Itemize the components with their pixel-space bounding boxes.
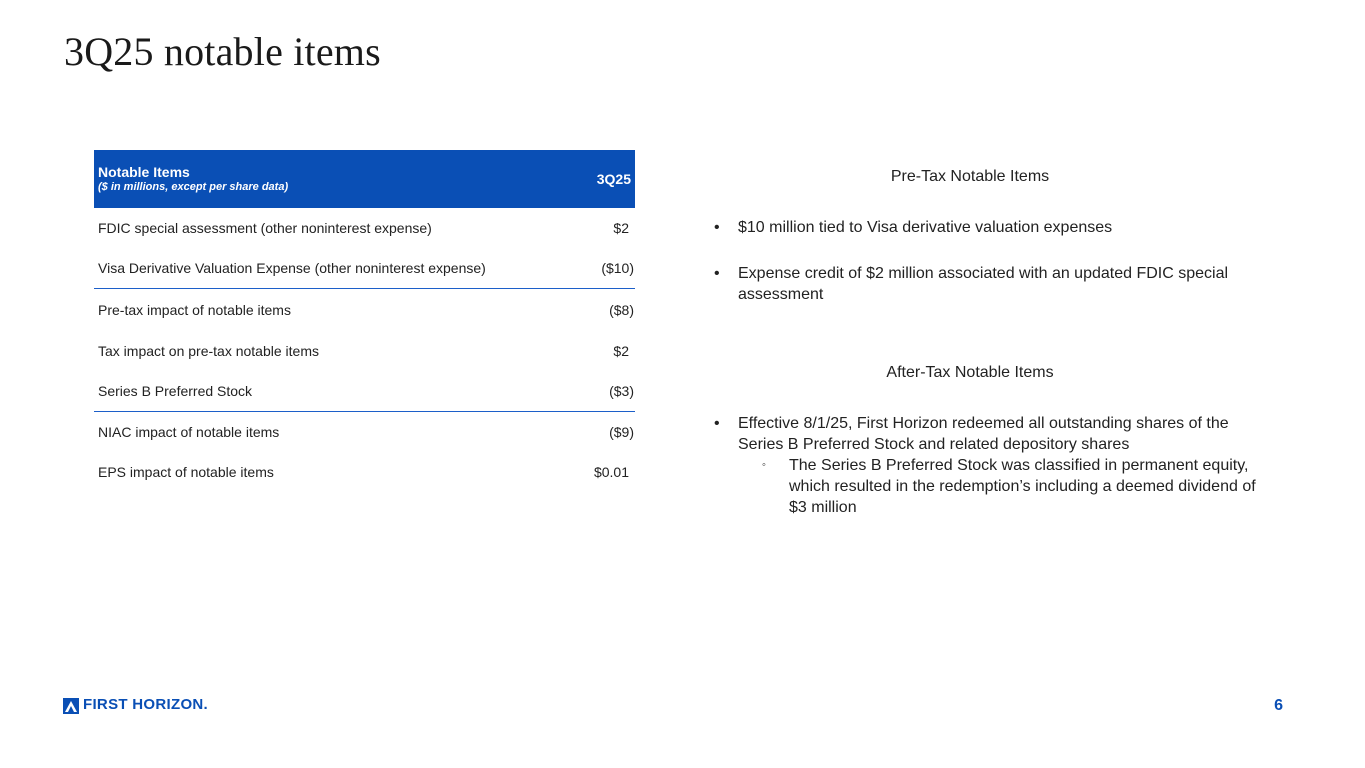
sub-bullet-text: The Series B Preferred Stock was classified in permanent equity, which resulted in the redemption’s including a deemed dividend of $3 million bbox=[789, 457, 1256, 516]
notable-items-table bbox=[94, 150, 635, 480]
bullet-text: Expense credit of $2 million associated with an updated FDIC special assessment bbox=[738, 265, 1229, 303]
row-value: $0.01 bbox=[593, 464, 629, 480]
row-value: $2 bbox=[613, 343, 629, 359]
table-row bbox=[94, 379, 635, 403]
bullet-text: Effective 8/1/25, First Horizon redeemed all outstanding shares of the Series B Preferred Stock and related depository shares bbox=[738, 415, 1229, 453]
table-header-column: 3Q25 bbox=[596, 171, 631, 187]
table-header bbox=[94, 150, 635, 208]
aftertax-heading: After-Tax Notable Items bbox=[886, 364, 1054, 381]
page-number: 6 bbox=[1274, 697, 1283, 714]
row-label: FDIC special assessment (other noninterest expense) bbox=[98, 220, 432, 236]
row-label: Series B Preferred Stock bbox=[98, 383, 253, 399]
bullet-icon: • bbox=[714, 219, 720, 236]
table-divider bbox=[94, 288, 635, 289]
row-value: $2 bbox=[613, 220, 629, 236]
table-divider bbox=[94, 411, 635, 412]
row-value: ($8) bbox=[609, 302, 634, 318]
row-label: Pre-tax impact of notable items bbox=[98, 302, 291, 318]
row-label: Visa Derivative Valuation Expense (other noninterest expense) bbox=[98, 260, 486, 276]
bullet-icon: • bbox=[714, 265, 720, 282]
row-label: EPS impact of notable items bbox=[98, 464, 274, 480]
row-value: ($10) bbox=[601, 260, 634, 276]
row-label: NIAC impact of notable items bbox=[98, 424, 280, 440]
table-header-title: Notable Items bbox=[98, 164, 190, 180]
table-row bbox=[94, 339, 635, 363]
bullet-text: $10 million tied to Visa derivative valuation expenses bbox=[738, 219, 1113, 236]
bullet-icon: • bbox=[714, 415, 720, 432]
table-row bbox=[94, 256, 635, 280]
row-value: ($9) bbox=[609, 424, 634, 440]
row-label: Tax impact on pre-tax notable items bbox=[98, 343, 319, 359]
logo-mark-icon bbox=[63, 698, 79, 714]
row-value: ($3) bbox=[609, 383, 634, 399]
table-row bbox=[94, 216, 635, 240]
pretax-heading: Pre-Tax Notable Items bbox=[890, 168, 1050, 185]
table-row bbox=[94, 460, 635, 484]
sub-bullet-icon: ◦ bbox=[762, 459, 766, 471]
table-row bbox=[94, 298, 635, 322]
slide-title: 3Q25 notable items bbox=[64, 29, 381, 74]
table-row bbox=[94, 420, 635, 444]
table-header-subtitle: ($ in millions, except per share data) bbox=[98, 181, 289, 193]
logo-text: FIRST HORIZON. bbox=[83, 696, 209, 713]
